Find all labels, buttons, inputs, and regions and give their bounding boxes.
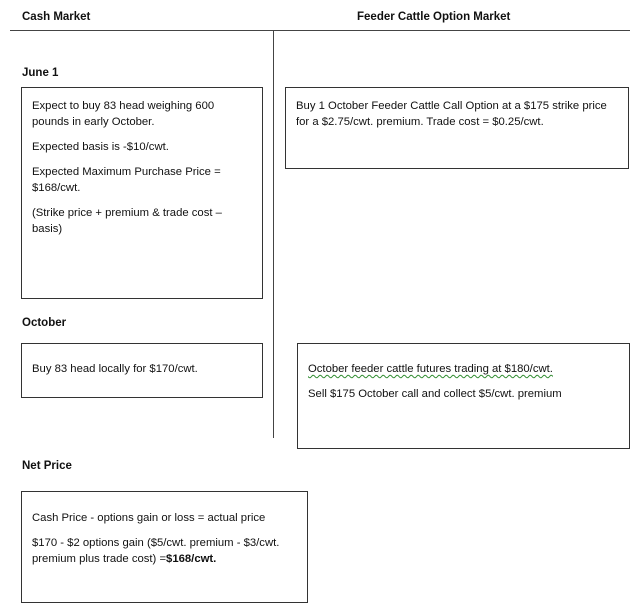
october-cash-line1: Buy 83 head locally for $170/cwt. xyxy=(32,363,198,375)
october-option-line1-text: October feeder cattle futures trading at $180/cwt. xyxy=(308,363,553,375)
cash-market-header: Cash Market xyxy=(22,11,91,23)
june-cash-line2: Expected basis is -$10/cwt. xyxy=(32,141,169,153)
net-price-box xyxy=(21,491,308,603)
net-line2 xyxy=(32,535,297,567)
option-market-header: Feeder Cattle Option Market xyxy=(357,11,511,23)
october-option-box xyxy=(297,343,630,449)
june-cash-box xyxy=(21,87,263,299)
header-divider xyxy=(10,30,630,31)
june-cash-line1: Expect to buy 83 head weighing 600 pounds in early October. xyxy=(32,100,215,128)
october-option-line1 xyxy=(308,361,619,377)
june-cash-line3: Expected Maximum Purchase Price = $168/cwt. xyxy=(32,166,221,194)
section-june1: June 1 xyxy=(22,67,59,79)
section-october: October xyxy=(22,317,67,329)
june-option-line1: Buy 1 October Feeder Cattle Call Option at a $175 strike price for a $2.75/cwt. premium. Trade cost = $0.25/cwt. xyxy=(296,100,607,128)
june-cash-line4: (Strike price + premium & trade cost – basis) xyxy=(32,207,222,235)
net-line2-prefix: $170 - $2 options gain ($5/cwt. premium - $3/cwt. premium plus trade cost) = xyxy=(32,537,280,565)
june-option-box xyxy=(285,87,629,169)
october-option-line2: Sell $175 October call and collect $5/cwt. premium xyxy=(308,388,562,400)
net-line1: Cash Price - options gain or loss = actual price xyxy=(32,512,266,524)
column-divider xyxy=(273,30,274,438)
october-cash-box xyxy=(21,343,263,398)
net-line2-bold: $168/cwt. xyxy=(166,553,217,565)
section-net-price: Net Price xyxy=(22,460,72,472)
